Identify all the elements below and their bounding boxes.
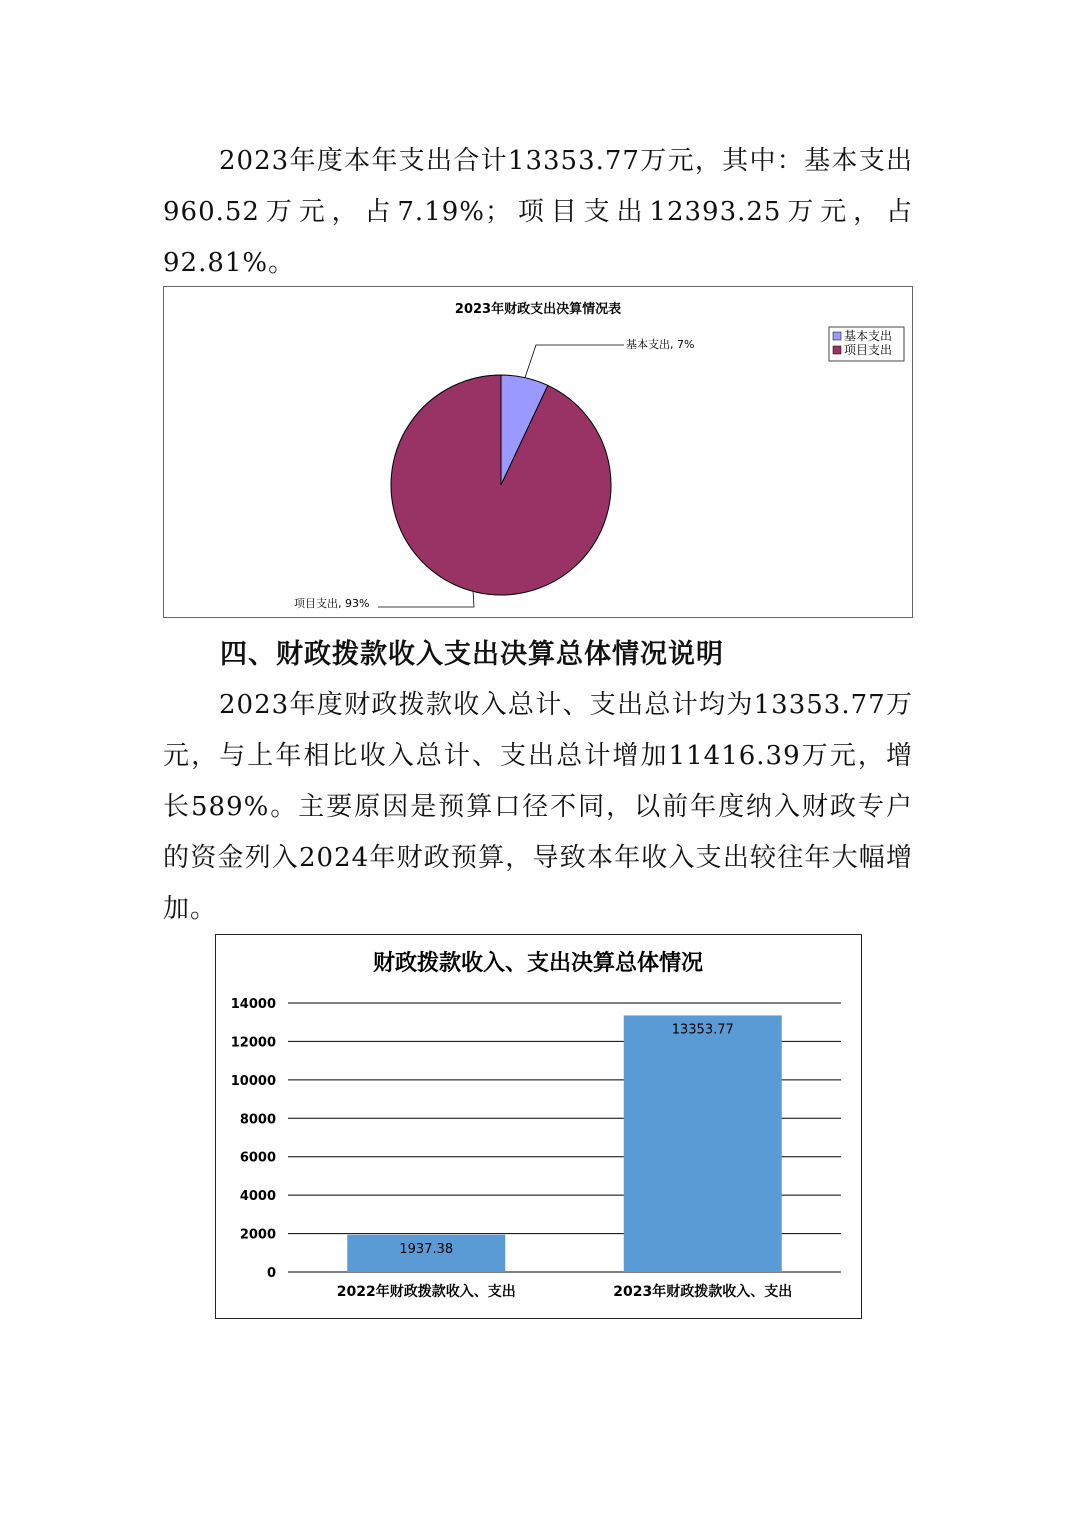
bar: [624, 1015, 782, 1272]
paragraph-appropriation-summary: 2023年度财政拨款收入总计、支出总计均为13353.77万元，与上年相比收入总计、支出总计增加11416.39万元，增长589%。主要原因是预算口径不同，以前年度纳入财政专户的资金列入2024年财政预算，导致本年收入支出较往年大幅增加。: [163, 690, 913, 924]
pie-chart-container: [163, 286, 913, 618]
bar-chart: [216, 935, 861, 1318]
pie-data-label-basic: 基本支出, 7%: [626, 338, 695, 351]
bar-chart-title: 财政拨款收入、支出决算总体情况: [372, 951, 704, 976]
bar-data-label: 1937.38: [399, 1241, 454, 1257]
y-tick-label: 0: [266, 1266, 276, 1281]
pie-chart-title: 2023年财政支出决算情况表: [454, 302, 622, 317]
legend-swatch-project: [833, 346, 841, 354]
legend-label-basic: 基本支出: [844, 329, 893, 343]
x-category-label: 2022年财政拨款收入、支出: [336, 1284, 516, 1300]
pie-chart: [164, 287, 912, 617]
legend-swatch-basic: [833, 332, 841, 340]
pie-data-label-project: 项目支出, 93%: [294, 597, 370, 610]
y-tick-label: 10000: [230, 1073, 276, 1089]
paragraph-expenditure-summary: 2023年度本年支出合计13353.77万元，其中：基本支出960.52万元，占7.19%；项目支出12393.25万元，占92.81%。: [163, 146, 913, 278]
y-tick-label: 4000: [239, 1189, 276, 1205]
pie-legend: [829, 327, 904, 361]
bar-chart-container: [215, 934, 862, 1319]
section-heading: 四、财政拨款收入支出决算总体情况说明: [220, 639, 724, 670]
bar-data-label: 13353.77: [671, 1022, 734, 1038]
legend-label-project: 项目支出: [844, 343, 893, 357]
y-tick-label: 2000: [239, 1227, 276, 1243]
y-tick-label: 8000: [239, 1112, 276, 1128]
x-category-label: 2023年财政拨款收入、支出: [613, 1284, 793, 1300]
pie-slice-project: [391, 375, 611, 595]
y-tick-label: 6000: [239, 1150, 276, 1166]
pie-leader-line-basic: [525, 345, 624, 378]
pie-leader-line-project: [378, 591, 474, 607]
y-tick-label: 12000: [230, 1035, 276, 1051]
y-tick-label: 14000: [230, 997, 276, 1012]
